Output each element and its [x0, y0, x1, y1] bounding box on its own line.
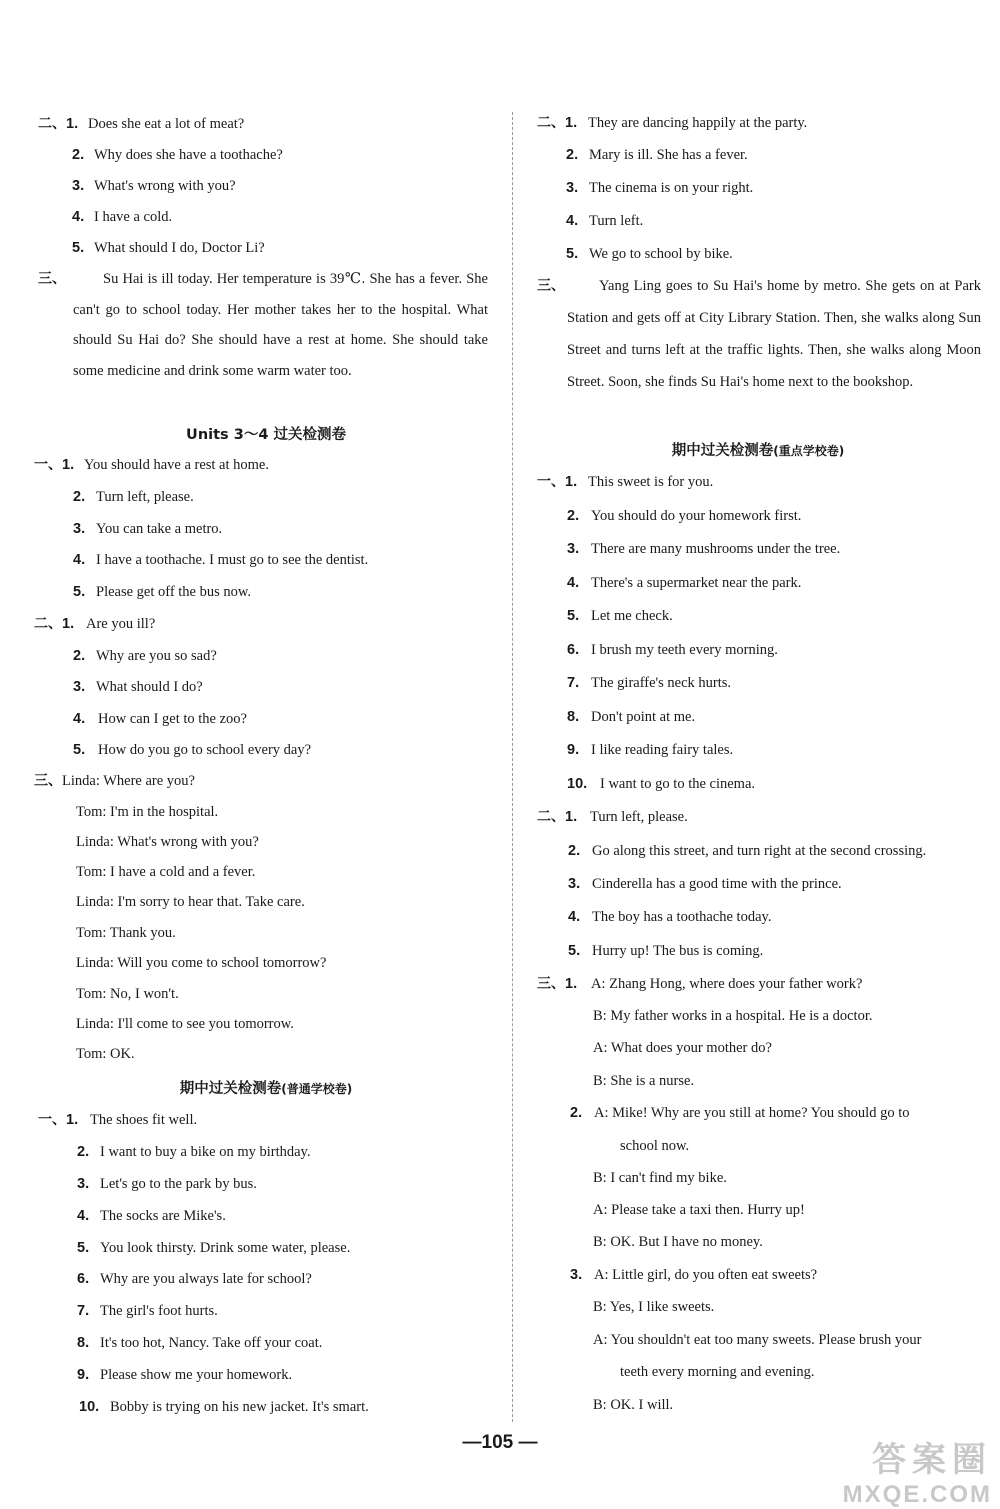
answer-text: How do you go to school every day? [98, 742, 312, 758]
answer-item [77, 1270, 312, 1288]
item-number: 2. [73, 648, 86, 664]
answer-text: The cinema is on your right. [589, 180, 754, 196]
heading-title: 期中过关检测卷 [671, 443, 774, 459]
answer-text: Mary is ill. She has a fever. [589, 147, 748, 163]
answer-item [73, 647, 217, 665]
dialogue-line: teeth every morning and evening. [620, 1364, 815, 1380]
dialogue-text: A: Zhang Hong, where does your father work? [591, 976, 863, 992]
section-mark-text: 三、 [38, 271, 66, 287]
answer-text: Go along this street, and turn right at the second crossing. [592, 843, 927, 859]
item-number: 2. [72, 147, 85, 163]
answer-text: You can take a metro. [96, 521, 223, 537]
answer-item [73, 551, 368, 569]
section-mark: 二、 [38, 116, 66, 132]
answer-text: Why are you always late for school? [100, 1271, 312, 1287]
item-number: 10. [567, 776, 588, 792]
answer-item [567, 507, 801, 525]
item-number: 3. [566, 180, 579, 196]
answer-text: I want to go to the cinema. [600, 776, 756, 792]
section-heading [558, 439, 958, 460]
item-number: 10. [79, 1399, 100, 1415]
answer-item [566, 179, 753, 197]
section-mark: 一、 [34, 457, 62, 473]
answer-item [72, 146, 283, 164]
watermark-logo [792, 1432, 992, 1508]
dialogue-line [537, 975, 862, 993]
answer-text: Turn left. [589, 213, 644, 229]
item-number: 1. [66, 1112, 79, 1128]
dialogue-line: Linda: Will you come to school tomorrow? [76, 955, 327, 971]
answer-item [73, 710, 247, 728]
item-number: 5. [567, 608, 580, 624]
answer-item [34, 615, 155, 633]
answer-text: Cinderella has a good time with the prince. [592, 876, 842, 892]
item-number: 1. [565, 474, 578, 490]
answer-item [73, 583, 251, 601]
answer-item [72, 177, 236, 195]
section-mark [38, 270, 66, 288]
answer-text: Turn left, please. [590, 809, 688, 825]
section-mark: 二、 [34, 616, 62, 632]
item-number: 3. [570, 1267, 583, 1283]
item-number: 8. [77, 1335, 90, 1351]
item-number: 5. [77, 1240, 90, 1256]
answer-item [567, 741, 733, 759]
dialogue-line: Linda: I'm sorry to hear that. Take care. [76, 894, 305, 910]
item-number: 1. [565, 976, 578, 992]
answer-item [566, 245, 733, 263]
answer-item [537, 808, 688, 826]
answer-text: This sweet is for you. [588, 474, 714, 490]
dialogue-line: school now. [620, 1138, 690, 1154]
dialogue-line: Tom: I have a cold and a fever. [76, 864, 256, 880]
answer-item [73, 520, 222, 538]
dialogue-line: Linda: I'll come to see you tomorrow. [76, 1016, 294, 1032]
answer-text: Hurry up! The bus is coming. [592, 943, 764, 959]
answer-item [72, 208, 172, 226]
item-number: 4. [73, 711, 86, 727]
item-number: 5. [73, 742, 86, 758]
passage: Yang Ling goes to Su Hai's home by metro. She gets on at Park Station and gets off at City Library Station. Then, she walks along Sun Street and turns left at the traffic lights. Then, she walks along Moon Street. Soon, she finds Su Hai's home next to the bookshop. [567, 278, 981, 390]
dialogue-line: Tom: OK. [76, 1046, 135, 1062]
item-number: 5. [72, 240, 85, 256]
item-number: 3. [568, 876, 581, 892]
answer-text: Why does she have a toothache? [94, 147, 283, 163]
answer-item [73, 741, 311, 759]
item-number: 4. [566, 213, 579, 229]
answer-text: Does she eat a lot of meat? [88, 116, 245, 132]
answer-text: The giraffe's neck hurts. [591, 675, 732, 691]
answer-text: I want to buy a bike on my birthday. [100, 1144, 311, 1160]
dialogue-line: A: You shouldn't eat too many sweets. Please brush your [593, 1332, 922, 1348]
item-number: 3. [73, 679, 86, 695]
item-number: 4. [567, 575, 580, 591]
item-number: 6. [567, 642, 580, 658]
item-number: 1. [565, 809, 578, 825]
section-mark: 一、 [38, 1112, 66, 1128]
dialogue-line [570, 1266, 817, 1284]
dialogue-line: A: Please take a taxi then. Hurry up! [593, 1202, 805, 1218]
section-heading: Units 3～4 过关检测卷 [186, 427, 346, 443]
page-number: —105 — [462, 1432, 538, 1453]
answer-text: Bobby is trying on his new jacket. It's smart. [110, 1399, 369, 1415]
answer-item [537, 473, 713, 491]
answer-text: We go to school by bike. [589, 246, 733, 262]
answer-item [73, 488, 194, 506]
dialogue-line: A: What does your mother do? [593, 1040, 772, 1056]
item-number: 3. [77, 1176, 90, 1192]
answer-item [567, 641, 778, 659]
answer-item [38, 115, 244, 133]
answer-text: What's wrong with you? [94, 178, 236, 194]
answer-text: Don't point at me. [591, 709, 696, 725]
dialogue-line: B: I can't find my bike. [593, 1170, 727, 1186]
item-number: 3. [73, 521, 86, 537]
answer-text: There are many mushrooms under the tree. [591, 541, 841, 557]
section-mark: 二、 [537, 809, 565, 825]
item-number: 7. [77, 1303, 90, 1319]
answer-item [73, 678, 203, 696]
answer-text: Let's go to the park by bus. [100, 1176, 257, 1192]
answer-item [568, 942, 763, 960]
answer-text: There's a supermarket near the park. [591, 575, 802, 591]
item-number: 5. [568, 943, 581, 959]
dialogue-line: Linda: What's wrong with you? [76, 834, 259, 850]
watermark-bottom: MXQE.COM [842, 1481, 992, 1508]
answer-text: It's too hot, Nancy. Take off your coat. [100, 1335, 323, 1351]
heading-subtitle: (普通学校卷) [281, 1082, 353, 1096]
item-number: 4. [77, 1208, 90, 1224]
item-number: 6. [77, 1271, 90, 1287]
section-mark-text: 三、 [537, 278, 565, 294]
answer-text: What should I do? [96, 679, 203, 695]
column-divider [512, 112, 513, 1422]
section-mark: 三、 [537, 976, 565, 992]
answer-text: The boy has a toothache today. [592, 909, 772, 925]
answer-item [566, 146, 748, 164]
item-number: 9. [567, 742, 580, 758]
item-number: 4. [568, 909, 581, 925]
answer-item [568, 908, 771, 926]
dialogue-line: B: She is a nurse. [593, 1073, 695, 1089]
heading-subtitle: (重点学校卷) [773, 444, 845, 458]
answer-text: I brush my teeth every morning. [591, 642, 778, 658]
answer-item [77, 1366, 292, 1384]
answer-text: Let me check. [591, 608, 673, 624]
watermark-top: 答案圈 [872, 1441, 992, 1479]
answer-text: Please get off the bus now. [96, 584, 252, 600]
dialogue-line: B: OK. I will. [593, 1397, 674, 1413]
item-number: 3. [72, 178, 85, 194]
answer-text: You should have a rest at home. [84, 457, 269, 473]
dialogue-text: A: Little girl, do you often eat sweets? [594, 1267, 818, 1283]
item-number: 8. [567, 709, 580, 725]
section-mark [537, 277, 565, 295]
dialogue-line: B: Yes, I like sweets. [593, 1299, 715, 1315]
answer-text: Please show me your homework. [100, 1367, 293, 1383]
item-number: 7. [567, 675, 580, 691]
passage: Su Hai is ill today. Her temperature is 39℃. She has a fever. She can't go to school today. Her mother takes her to the hospital. What should Su Hai do? She should have a rest at home. She should take some medicine and drink some warm water too. [73, 271, 488, 379]
item-number: 5. [73, 584, 86, 600]
section-heading [60, 1077, 472, 1098]
answer-item [77, 1302, 218, 1320]
answer-item [567, 574, 801, 592]
answer-text: The socks are Mike's. [100, 1208, 226, 1224]
answer-item [77, 1143, 310, 1161]
answer-item [537, 114, 807, 132]
answer-text: They are dancing happily at the party. [588, 115, 808, 131]
answer-item [567, 540, 840, 558]
dialogue-line: Tom: Thank you. [76, 925, 176, 941]
section-mark: 二、 [537, 115, 565, 131]
item-number: 5. [566, 246, 579, 262]
answer-item [77, 1207, 226, 1225]
answer-item [38, 1111, 197, 1129]
answer-item [34, 456, 269, 474]
item-number: 3. [567, 541, 580, 557]
answer-item [566, 212, 643, 230]
answer-item [567, 775, 755, 793]
dialogue-line [570, 1104, 910, 1122]
answer-text: I have a toothache. I must go to see the dentist. [96, 552, 369, 568]
item-number: 9. [77, 1367, 90, 1383]
answer-text: Turn left, please. [96, 489, 194, 505]
section-mark: 一、 [537, 474, 565, 490]
item-number: 2. [77, 1144, 90, 1160]
heading-title: 期中过关检测卷 [179, 1081, 282, 1097]
answer-text: What should I do, Doctor Li? [94, 240, 265, 256]
dialogue-line: Tom: No, I won't. [76, 986, 179, 1002]
answer-text: How can I get to the zoo? [98, 711, 247, 727]
item-number: 4. [73, 552, 86, 568]
answer-text: I like reading fairy tales. [591, 742, 734, 758]
answer-item [568, 875, 842, 893]
answer-item [567, 674, 731, 692]
dialogue-text: A: Mike! Why are you still at home? You should go to [594, 1105, 910, 1121]
item-number: 2. [73, 489, 86, 505]
dialogue-line: B: OK. But I have no money. [593, 1234, 763, 1250]
dialogue-line: B: My father works in a hospital. He is a doctor. [593, 1008, 873, 1024]
answer-item [77, 1334, 322, 1352]
answer-text: The shoes fit well. [90, 1112, 198, 1128]
answer-text: The girl's foot hurts. [100, 1303, 218, 1319]
section-mark: 三、 [34, 773, 62, 789]
answer-item [568, 842, 926, 860]
answer-item [72, 239, 265, 257]
answer-item [567, 607, 673, 625]
answer-text: Are you ill? [86, 616, 156, 632]
dialogue-line [34, 772, 195, 790]
answer-text: I have a cold. [94, 209, 173, 225]
item-number: 1. [62, 616, 75, 632]
answer-item [77, 1175, 257, 1193]
item-number: 4. [72, 209, 85, 225]
item-number: 2. [567, 508, 580, 524]
item-number: 1. [62, 457, 75, 473]
answer-item [567, 708, 695, 726]
item-number: 1. [66, 116, 79, 132]
answer-item [77, 1239, 350, 1257]
item-number: 1. [565, 115, 578, 131]
dialogue-line: Tom: I'm in the hospital. [76, 804, 219, 820]
answer-text: Why are you so sad? [96, 648, 217, 664]
item-number: 2. [570, 1105, 583, 1121]
answer-item [79, 1398, 369, 1416]
item-number: 2. [566, 147, 579, 163]
item-number: 2. [568, 843, 581, 859]
answer-text: You should do your homework first. [591, 508, 802, 524]
dialogue-text: Linda: Where are you? [62, 773, 195, 789]
answer-text: You look thirsty. Drink some water, please. [100, 1240, 351, 1256]
